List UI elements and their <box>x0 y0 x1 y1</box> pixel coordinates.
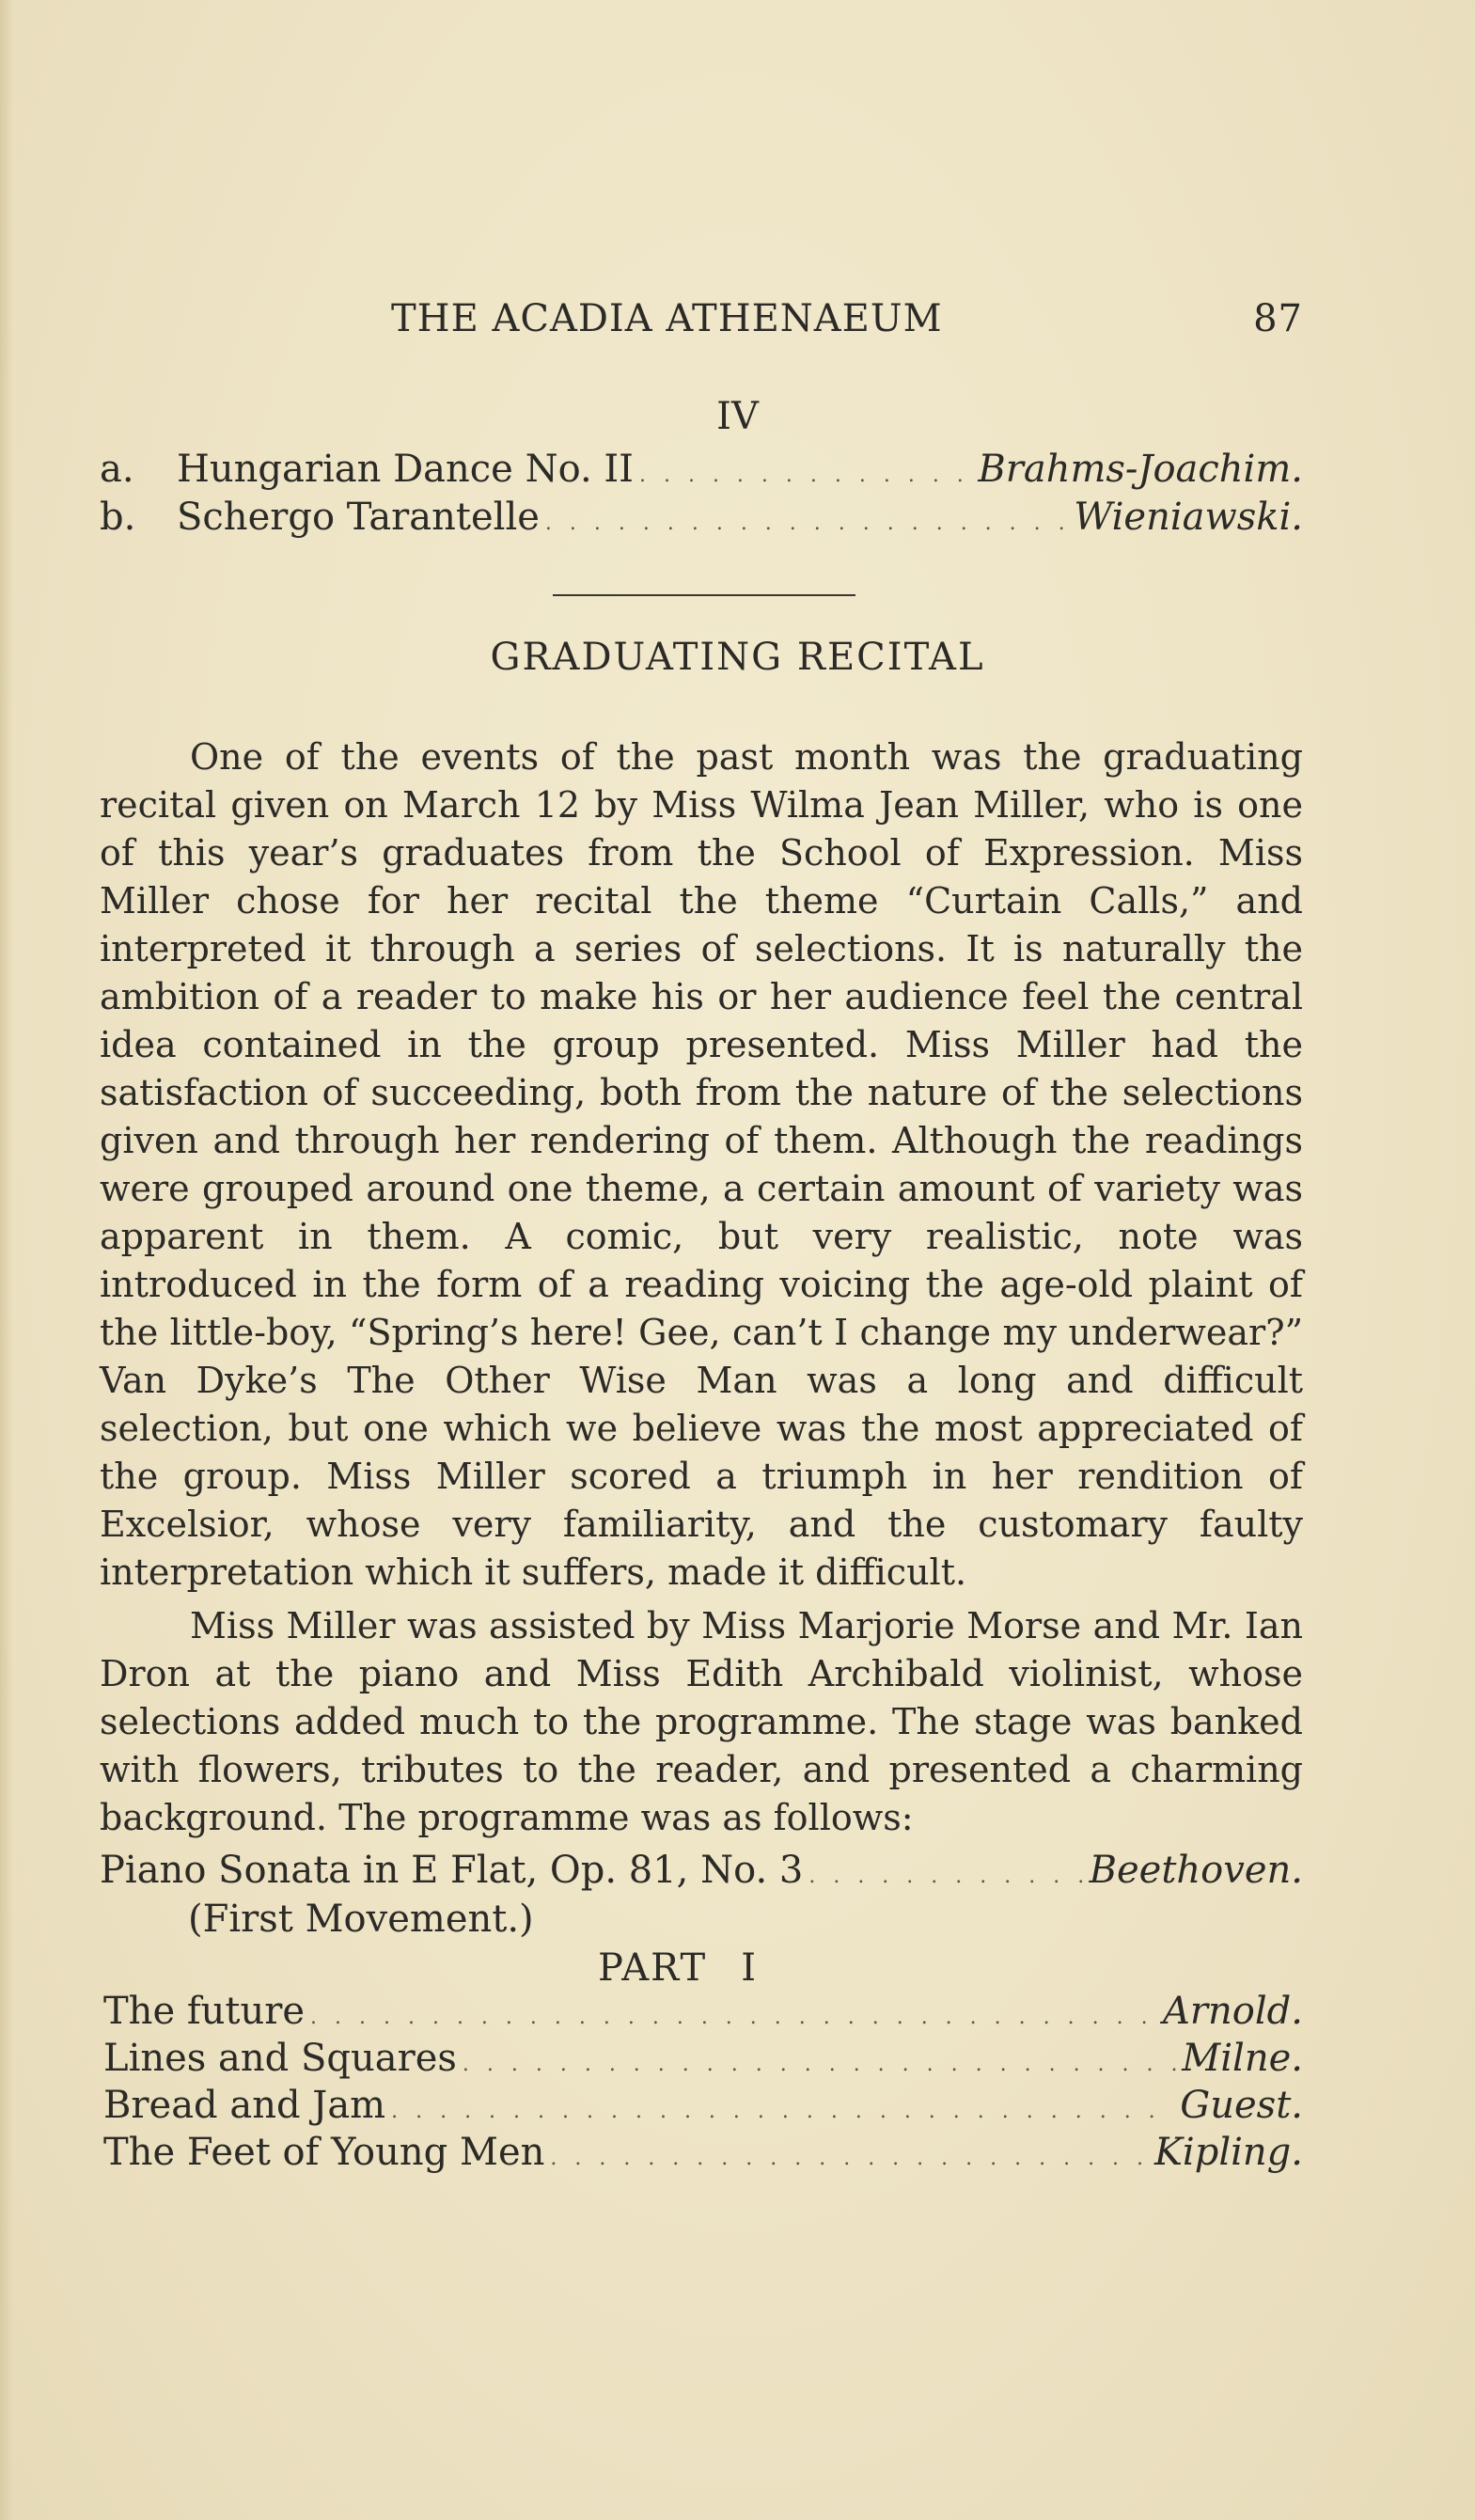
work-title: The future <box>103 1990 306 2033</box>
programme-item <box>100 1990 1303 2039</box>
item-marker: b. <box>100 496 136 539</box>
page-number: 87 <box>1253 297 1303 340</box>
article-paragraph: One of the events of the past month was the graduating recital given on March 12 by Miss Wilma Jean Miller, who is one of this year’s graduates from the School of Expression. Miss Miller chose for her recital the theme “Curtain Calls,” and interpreted it through a series of selections. It is naturally the ambition of a reader to make his or her audience feel the central idea contained in the group presented. Miss Miller had the satisfaction of succeeding, both from the nature of the selections given and through her rendering of them. Although the readings were grouped around one theme, a certain amount of variety was apparent in them. A comic, but very realistic, note was introduced in the form of a reading voicing the age-old plaint of the little-boy, “Spring’s here! Gee, can’t I change my underwear?” Van Dyke’s The Other Wise Man was a long and difficult selection, but one which we believe was the most appreciated of the group. Miss Miller scored a triumph in her rendition of Excelsior, whose very familiarity, and the customary faulty interpretation which it suffers, made it difficult. <box>100 736 1303 1593</box>
dot-leader <box>391 2100 1174 2123</box>
part-heading <box>598 1946 758 1990</box>
dot-leader <box>808 1865 1083 1888</box>
work-title: Schergo Tarantelle <box>177 496 540 539</box>
composer-name: Brahms-Joachim. <box>978 448 1303 491</box>
item-marker: a. <box>100 448 134 491</box>
dot-leader <box>639 464 972 487</box>
composer-name: Wieniawski. <box>1074 496 1303 539</box>
article-paragraph: Miss Miller was assisted by Miss Marjorie Morse and Mr. Ian Dron at the piano and Miss Edith Archibald violinist, whose selections added much to the programme. The stage was banked with flowers, tributes to the reader, and presented a charming background. The programme was as follows: <box>100 1605 1303 1838</box>
programme-item-sonata <box>100 1849 1303 1898</box>
dot-leader <box>545 512 1068 535</box>
author-name: Arnold. <box>1163 1990 1303 2033</box>
work-title: Piano Sonata in E Flat, Op. 81, No. 3 <box>100 1849 804 1892</box>
part-number: I <box>741 1946 759 1990</box>
movement-note: (First Movement.) <box>188 1898 534 1941</box>
work-title: Lines and Squares <box>103 2037 457 2080</box>
running-header <box>100 297 1303 354</box>
programme-item <box>100 2131 1303 2180</box>
author-name: Kipling. <box>1154 2131 1303 2174</box>
author-name: Guest. <box>1180 2084 1303 2127</box>
dot-leader <box>550 2147 1149 2170</box>
author-name: Milne. <box>1182 2037 1303 2080</box>
running-title: THE ACADIA ATHENAEUM <box>391 297 943 340</box>
article-heading: GRADUATING RECITAL <box>490 636 985 679</box>
section-divider <box>553 594 855 596</box>
work-title: Bread and Jam <box>103 2084 386 2127</box>
program-section-number: IV <box>716 395 759 438</box>
dot-leader <box>310 2006 1157 2029</box>
composer-name: Beethoven. <box>1089 1849 1303 1892</box>
programme-item <box>100 2037 1303 2086</box>
programme-item <box>100 2084 1303 2133</box>
program-item <box>100 496 1303 544</box>
work-title: The Feet of Young Men <box>103 2131 545 2174</box>
page-edge-shadow <box>0 0 13 2520</box>
program-item <box>100 448 1303 496</box>
part-label: PART <box>598 1946 708 1990</box>
dot-leader <box>463 2053 1176 2076</box>
work-title: Hungarian Dance No. II <box>177 448 634 491</box>
